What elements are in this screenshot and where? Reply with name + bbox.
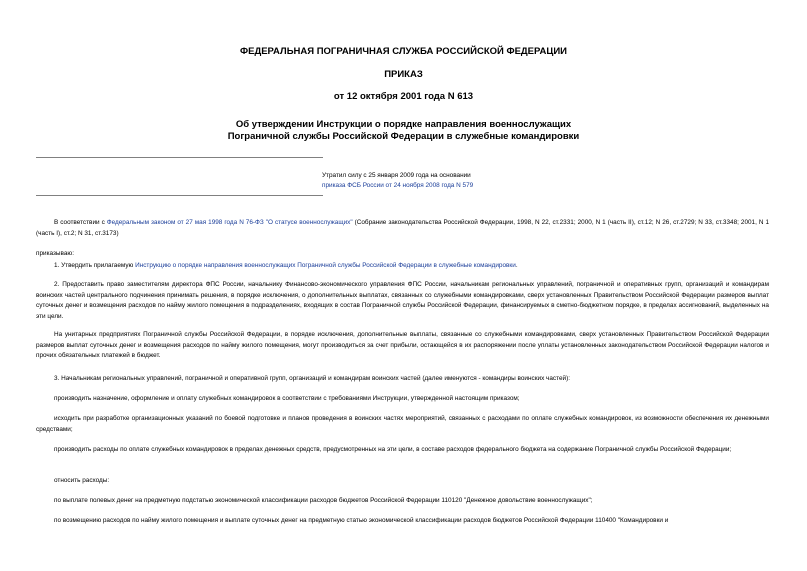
paragraph-item-3-a: производить назначение, оформление и оплату служебных командировок в соответствии с требованиями Инструкции, утвержденной настоящим приказом; — [54, 395, 520, 402]
repeal-order-link[interactable]: приказа ФСБ России от 24 ноября 2008 года N 579 — [322, 182, 474, 189]
status-link-line — [322, 181, 782, 190]
doc-title-line-1: Об утверждении Инструкции о порядке направления военнослужащих — [235, 119, 572, 130]
divider-top — [36, 157, 323, 158]
paragraph-item-2: 2. Предоставить право заместителям директора ФПС России, начальнику Финансово-экономического управления ФПС России, начальникам региональных управлений, пограничной и оперативных групп, организаций и командирам воинских частей центрального подчинения принимать решения, в порядке исключения, о дополнительных выплатах, связанных со служебными командировками, сверх установленных Правительством Российской Федерации размеров выплат суточных денег и возмещения расходов по найму жилого помещения в подразделениях, входящих в состав Пограничной службы Российской Федерации, финансируемых в сметно-бюджетном порядке, в пределах ассигнований, выделенных на эти цели. — [36, 281, 769, 320]
paragraph-item-1 — [36, 261, 769, 272]
divider-bottom — [36, 195, 323, 196]
paragraph-item-3-f: по возмещению расходов по найму жилого помещения и выплате суточных денег на предметную статью экономической классификации расходов бюджетов Российской Федерации 110400 "Командировки и — [54, 517, 669, 524]
preamble-text-a: В соответствии с — [54, 219, 107, 226]
paragraph-item-3-c: производить расходы по оплате служебных командировок в пределах денежных средств, предусмотренных на эти цели, в составе расходов федерального бюджета на содержание Пограничной службы Российской Федерации; — [54, 446, 732, 453]
item-1-text-b: . — [515, 262, 518, 269]
status-line: Утратил силу с 25 января 2009 года на основании — [322, 172, 471, 179]
preamble-text-b: (Собрание законодательства Российской Федерации, 1998, N 22, ст.2331; 2000, N 1 (часть II), ст.12; N 26, ст.2729; N 33, ст.3348; 2001, N 1 (часть I), ст.2; N 31, ст.3173) — [36, 219, 770, 237]
doc-type-heading: ПРИКАЗ — [384, 69, 423, 80]
paragraph-preamble — [36, 218, 769, 239]
paragraph-item-2-unitary: На унитарных предприятиях Пограничной службы Российской Федерации, в порядке исключения, дополнительные выплаты, связанные со служебными командировками, сверх установленных Правительством Российской Федерации размеров выплат суточных денег и возмещения расходов по найму жилого помещения, могут производиться за счет прибыли, остающейся в их распоряжении после уплаты установленных законодательством Российской Федерации налогов и прочих обязательных платежей в бюджет. — [36, 331, 769, 359]
paragraph-item-3-b: исходить при разработке организационных указаний по боевой подготовке и планов проведения в воинских частях мероприятий, связанных с расходами по оплате служебных командировок, из возможности обеспечения их денежными средствами; — [36, 415, 769, 433]
paragraph-item-3-e: по выплате полевых денег на предметную подстатью экономической классификации расходов бюджетов Российской Федерации 110120 "Денежное довольствие военнослужащих"; — [54, 497, 593, 504]
org-heading: ФЕДЕРАЛЬНАЯ ПОГРАНИЧНАЯ СЛУЖБА РОССИЙСКОЙ ФЕДЕРАЦИИ — [240, 46, 567, 57]
paragraph-item-3: 3. Начальникам региональных управлений, пограничной и оперативной групп, организаций и командирам воинских частей (далее именуются - командиры воинских частей): — [54, 375, 571, 382]
paragraph-order-word: приказываю: — [36, 250, 74, 257]
item-1-text-a: 1. Утвердить прилагаемую — [54, 262, 136, 269]
paragraph-item-3-d: относить расходы: — [54, 477, 110, 484]
instruction-link[interactable]: Инструкцию о порядке направления военнослужащих Пограничной службы Российской Федерации в служебные командировки — [135, 262, 516, 269]
date-number-heading: от 12 октября 2001 года N 613 — [333, 91, 474, 102]
federal-law-link[interactable]: Федеральным законом от 27 мая 1998 года N 76-ФЗ "О статусе военнослужащих" — [106, 219, 353, 226]
doc-title-line-2: Пограничной службы Российской Федерации в служебные командировки — [227, 131, 580, 142]
